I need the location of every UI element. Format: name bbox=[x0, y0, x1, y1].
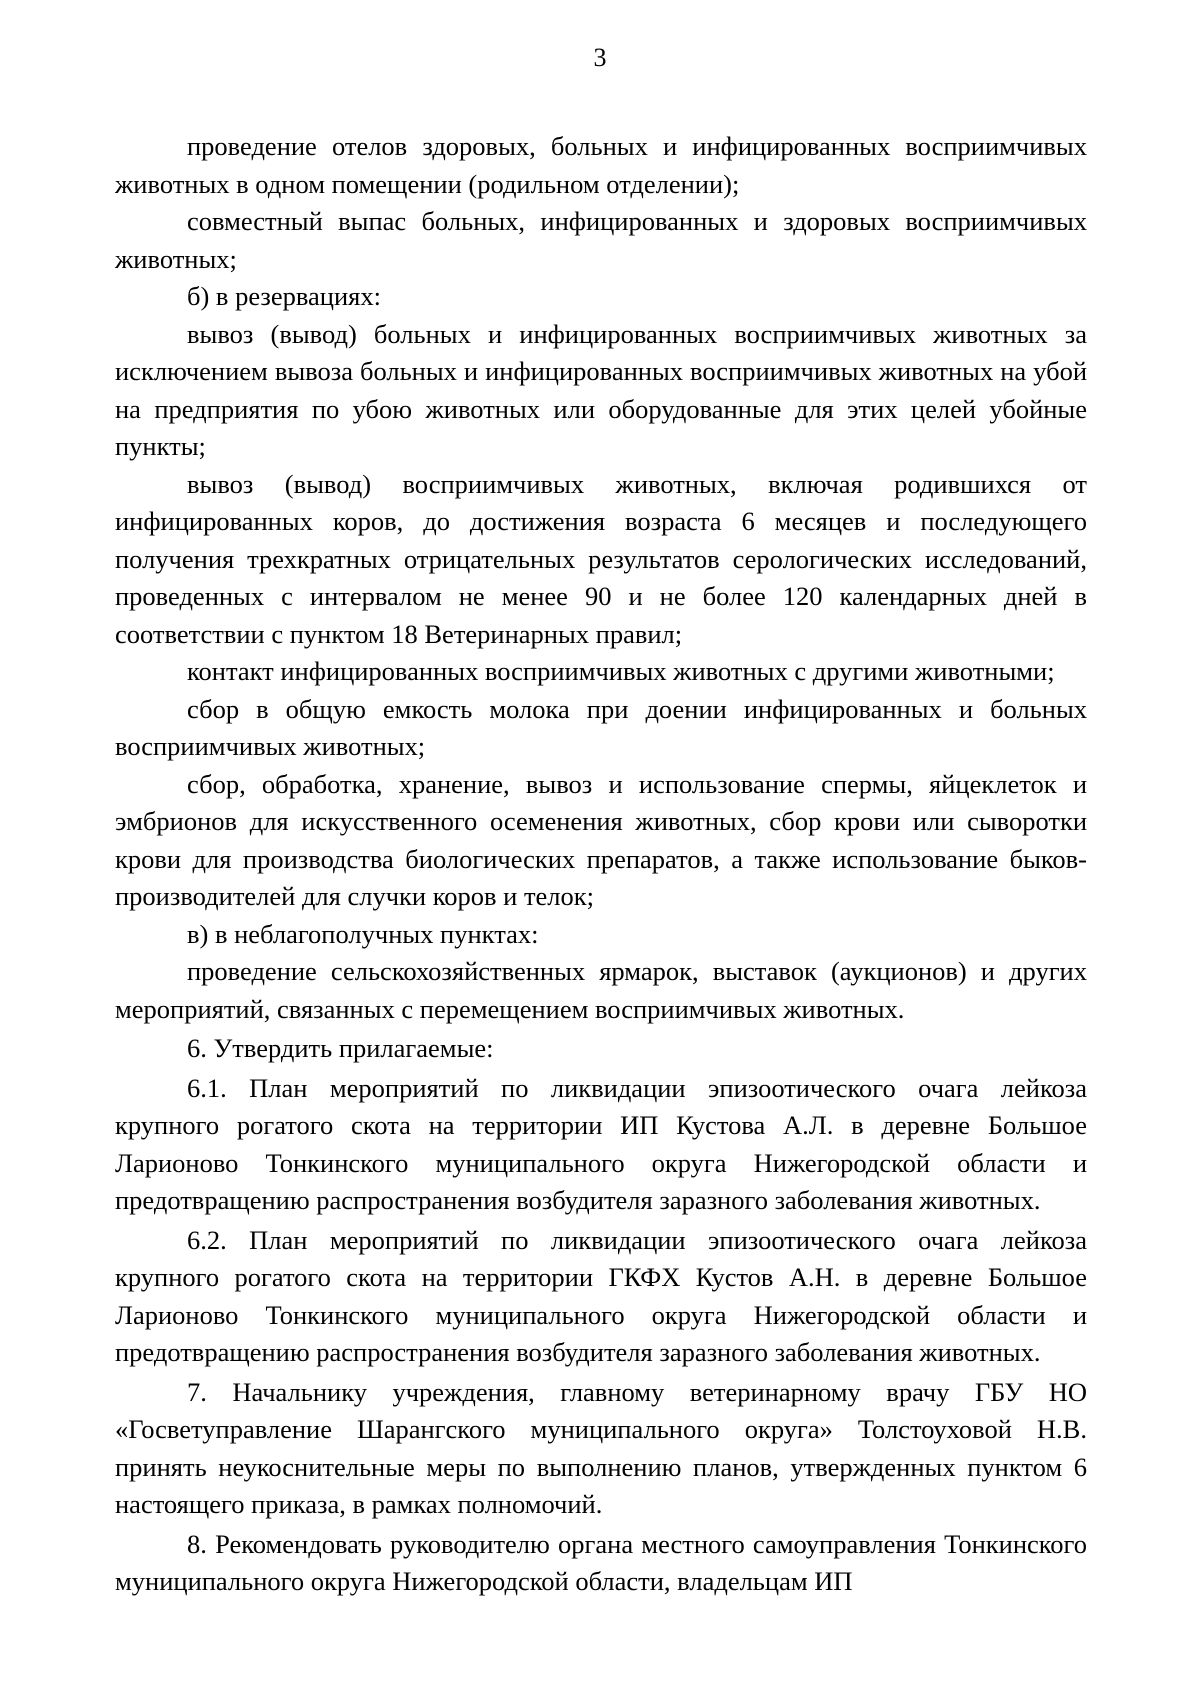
paragraph-joint-grazing: совместный выпас больных, инфицированных и здоровых восприимчивых животных; bbox=[115, 206, 1087, 274]
paragraph-contact: контакт инфицированных восприимчивых животных с другими животными; bbox=[187, 656, 1055, 686]
paragraph-item-6-1: 6.1. План мероприятий по ликвидации эпизоотического очага лейкоза крупного рогатого скота на территории ИП Кустова А.Л. в деревне Большое Ларионово Тонкинского муниципального округа Нижегородской области и предотвращению распространения возбудителя заразного заболевания животных. bbox=[115, 1072, 1087, 1215]
paragraph-removal-susceptible: вывоз (вывод) восприимчивых животных, включая родившихся от инфицированных коров, до достижения возраста 6 месяцев и последующего получения трехкратных отрицательных результатов серологических исследований, проведенных с интервалом не менее 90 и не более 120 календарных дней в соответствии с пунктом 18 Ветеринарных правил; bbox=[115, 468, 1087, 649]
paragraph-reservations-heading: б) в резервациях: bbox=[187, 281, 381, 311]
paragraph-fairs: проведение сельскохозяйственных ярмарок, выставок (аукционов) и других мероприятий, связанных с перемещением восприимчивых животных. bbox=[115, 956, 1087, 1024]
paragraph-milk-collection: сбор в общую емкость молока при доении инфицированных и больных восприимчивых животных; bbox=[115, 693, 1087, 761]
paragraph-item-6-2: 6.2. План мероприятий по ликвидации эпизоотического очага лейкоза крупного рогатого скота на территории ГКФХ Кустов А.Н. в деревне Большое Ларионово Тонкинского муниципального округа Нижегородской области и предотвращению распространения возбудителя заразного заболевания животных. bbox=[115, 1224, 1087, 1367]
paragraph-affected-points-heading: в) в неблагополучных пунктах: bbox=[187, 918, 539, 949]
paragraph-sperm-collection: сбор, обработка, хранение, вывоз и использование спермы, яйцеклеток и эмбрионов для искусственного осеменения животных, сбор крови или сыворотки крови для производства биологических препаратов, а также использование быков-производителей для случки коров и телок; bbox=[115, 768, 1087, 911]
paragraph-calving: проведение отелов здоровых, больных и инфицированных восприимчивых животных в одном помещении (родильном отделении); bbox=[115, 131, 1087, 199]
document-body bbox=[115, 128, 1087, 1601]
paragraph-removal-sick: вывоз (вывод) больных и инфицированных восприимчивых животных за исключением вывоза больных и инфицированных восприимчивых животных на убой на предприятия по убою животных или оборудованные для этих целей убойные пункты; bbox=[115, 318, 1087, 461]
paragraph-item-7: 7. Начальнику учреждения, главному ветеринарному врачу ГБУ НО «Госветуправление Шарангского муниципального округа» Толстоуховой Н.В. принять неукоснительные меры по выполнению планов, утвержденных пунктом 6 настоящего приказа, в рамках полномочий. bbox=[115, 1376, 1087, 1519]
paragraph-item-8: 8. Рекомендовать руководителю органа местного самоуправления Тонкинского муниципального округа Нижегородской области, владельцам ИП bbox=[115, 1528, 1087, 1596]
page-number: 3 bbox=[593, 43, 607, 72]
paragraph-item-6: 6. Утвердить прилагаемые: bbox=[187, 1033, 494, 1063]
